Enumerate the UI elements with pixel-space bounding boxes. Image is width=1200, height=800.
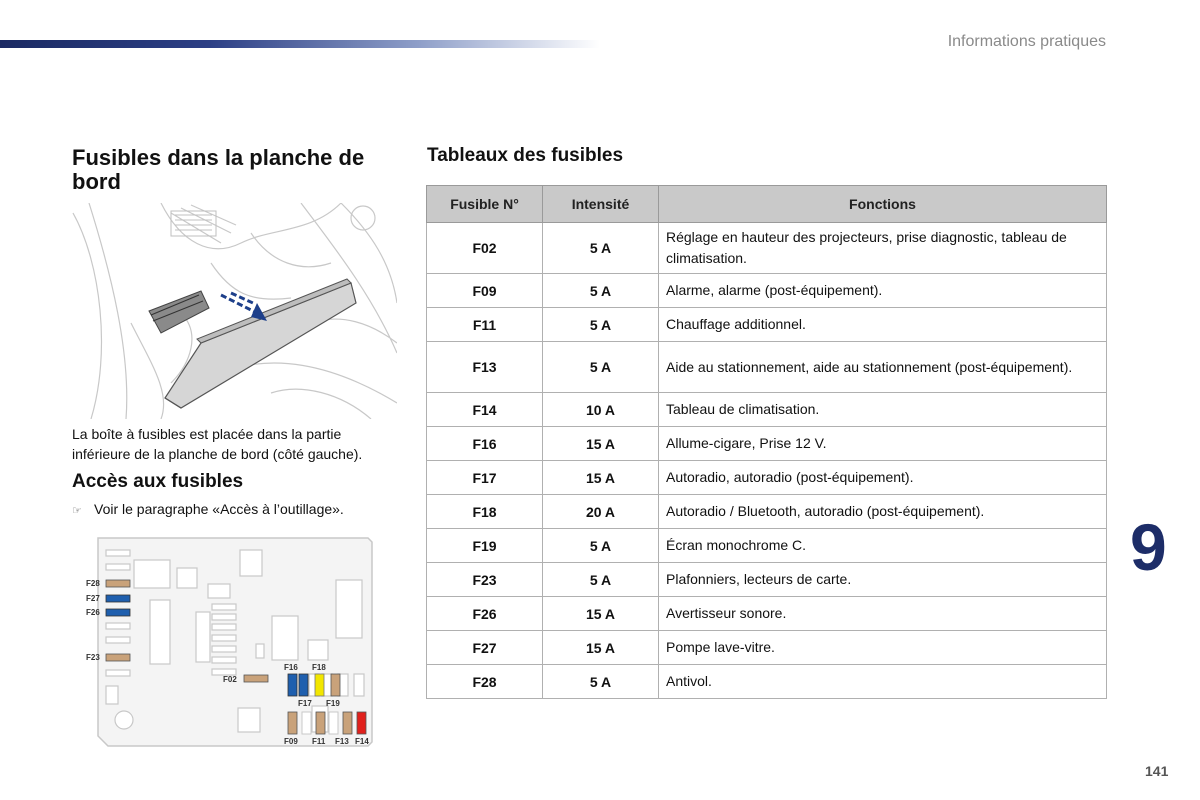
fusebox-location-caption: La boîte à fusibles est placée dans la partie inférieure de la planche de bord (côté gauche). (72, 426, 363, 462)
function-cell: Réglage en hauteur des projecteurs, prise diagnostic, tableau de climatisation. (659, 223, 1107, 274)
fuse-f28 (106, 580, 130, 587)
fuse-number-cell: F11 (427, 308, 543, 342)
fuse-number-cell: F17 (427, 461, 543, 495)
intensity-cell: 5 A (543, 529, 659, 563)
label-f23: F23 (86, 653, 100, 662)
section-title: Informations pratiques (947, 33, 1106, 50)
table-row (427, 223, 1107, 274)
intensity-cell: 15 A (543, 461, 659, 495)
function-cell: Avertisseur sonore. (659, 597, 1107, 631)
chapter-number: 9 (1130, 510, 1167, 584)
table-row (427, 308, 1107, 342)
access-bullet (72, 501, 344, 517)
function-cell: Autoradio / Bluetooth, autoradio (post-équipement). (659, 495, 1107, 529)
fuse-number-cell: F28 (427, 665, 543, 699)
label-f27: F27 (86, 594, 100, 603)
fuse-f11 (316, 712, 325, 734)
intensity-cell: 5 A (543, 665, 659, 699)
fuse-number-cell: F02 (427, 223, 543, 274)
fuse-number-cell: F14 (427, 393, 543, 427)
intensity-cell: 5 A (543, 308, 659, 342)
fuse-number-cell: F27 (427, 631, 543, 665)
fuse-f17 (299, 674, 308, 696)
fuse-f23 (106, 654, 130, 661)
fuse-number-cell: F13 (427, 342, 543, 393)
intensity-cell: 15 A (543, 597, 659, 631)
page-title: Fusibles dans la planche de bord (72, 145, 365, 194)
table-row (427, 393, 1107, 427)
label-f09: F09 (284, 737, 298, 746)
fuse-number-cell: F09 (427, 274, 543, 308)
table-row (427, 342, 1107, 393)
fuse-number-cell: F16 (427, 427, 543, 461)
fuse-f02 (244, 675, 268, 682)
header-intensity: Intensité (543, 186, 659, 223)
label-f19: F19 (326, 699, 340, 708)
fuse-table-header (427, 186, 1107, 223)
fuse-number-cell: F26 (427, 597, 543, 631)
fuse-number-cell: F18 (427, 495, 543, 529)
fuse-table-body (427, 223, 1107, 699)
function-cell: Antivol. (659, 665, 1107, 699)
fuse-f26 (106, 609, 130, 616)
intensity-cell: 5 A (543, 563, 659, 597)
table-row (427, 563, 1107, 597)
table-row (427, 597, 1107, 631)
fuse-number-cell: F19 (427, 529, 543, 563)
function-cell: Autoradio, autoradio (post-équipement). (659, 461, 1107, 495)
function-cell: Aide au stationnement, aide au stationnement (post-équipement). (659, 342, 1107, 393)
label-f26: F26 (86, 608, 100, 617)
function-cell: Écran monochrome C. (659, 529, 1107, 563)
function-cell: Chauffage additionnel. (659, 308, 1107, 342)
intensity-cell: 20 A (543, 495, 659, 529)
header-gradient-bar (0, 40, 600, 48)
fuse-f14 (357, 712, 366, 734)
fuse-f13 (343, 712, 352, 734)
fuse-f18 (331, 674, 340, 696)
label-f11: F11 (312, 737, 326, 746)
table-row (427, 274, 1107, 308)
label-f13: F13 (335, 737, 349, 746)
table-row (427, 631, 1107, 665)
intensity-cell: 15 A (543, 427, 659, 461)
fuse-f09 (288, 712, 297, 734)
intensity-cell: 5 A (543, 342, 659, 393)
function-cell: Alarme, alarme (post-équipement). (659, 274, 1107, 308)
access-subtitle: Accès aux fusibles (72, 471, 244, 492)
hand-pointer-icon: ☞ (72, 505, 82, 517)
intensity-cell: 5 A (543, 223, 659, 274)
table-row (427, 461, 1107, 495)
fuse-f16 (288, 674, 297, 696)
intensity-cell: 5 A (543, 274, 659, 308)
function-cell: Allume-cigare, Prise 12 V. (659, 427, 1107, 461)
label-f17: F17 (298, 699, 312, 708)
intensity-cell: 10 A (543, 393, 659, 427)
dashboard-fusebox-illustration (71, 203, 397, 419)
label-f02: F02 (223, 675, 237, 684)
fuse-f27 (106, 595, 130, 602)
intensity-cell: 15 A (543, 631, 659, 665)
fuse-box-diagram (84, 536, 376, 748)
fuse-number-cell: F23 (427, 563, 543, 597)
fuse-table (426, 185, 1107, 699)
table-row (427, 427, 1107, 461)
header-fuse-number: Fusible N° (427, 186, 543, 223)
table-row (427, 665, 1107, 699)
function-cell: Pompe lave-vitre. (659, 631, 1107, 665)
header-functions: Fonctions (659, 186, 1107, 223)
fuse-f19 (315, 674, 324, 696)
label-f16: F16 (284, 663, 298, 672)
page-number: 141 (1145, 763, 1169, 779)
fuse-table-title: Tableaux des fusibles (427, 145, 624, 166)
access-bullet-text: Voir le paragraphe «Accès à l’outillage». (94, 501, 344, 517)
label-f28: F28 (86, 579, 100, 588)
table-row (427, 529, 1107, 563)
function-cell: Tableau de climatisation. (659, 393, 1107, 427)
table-row (427, 495, 1107, 529)
label-f18: F18 (312, 663, 326, 672)
function-cell: Plafonniers, lecteurs de carte. (659, 563, 1107, 597)
label-f14: F14 (355, 737, 369, 746)
